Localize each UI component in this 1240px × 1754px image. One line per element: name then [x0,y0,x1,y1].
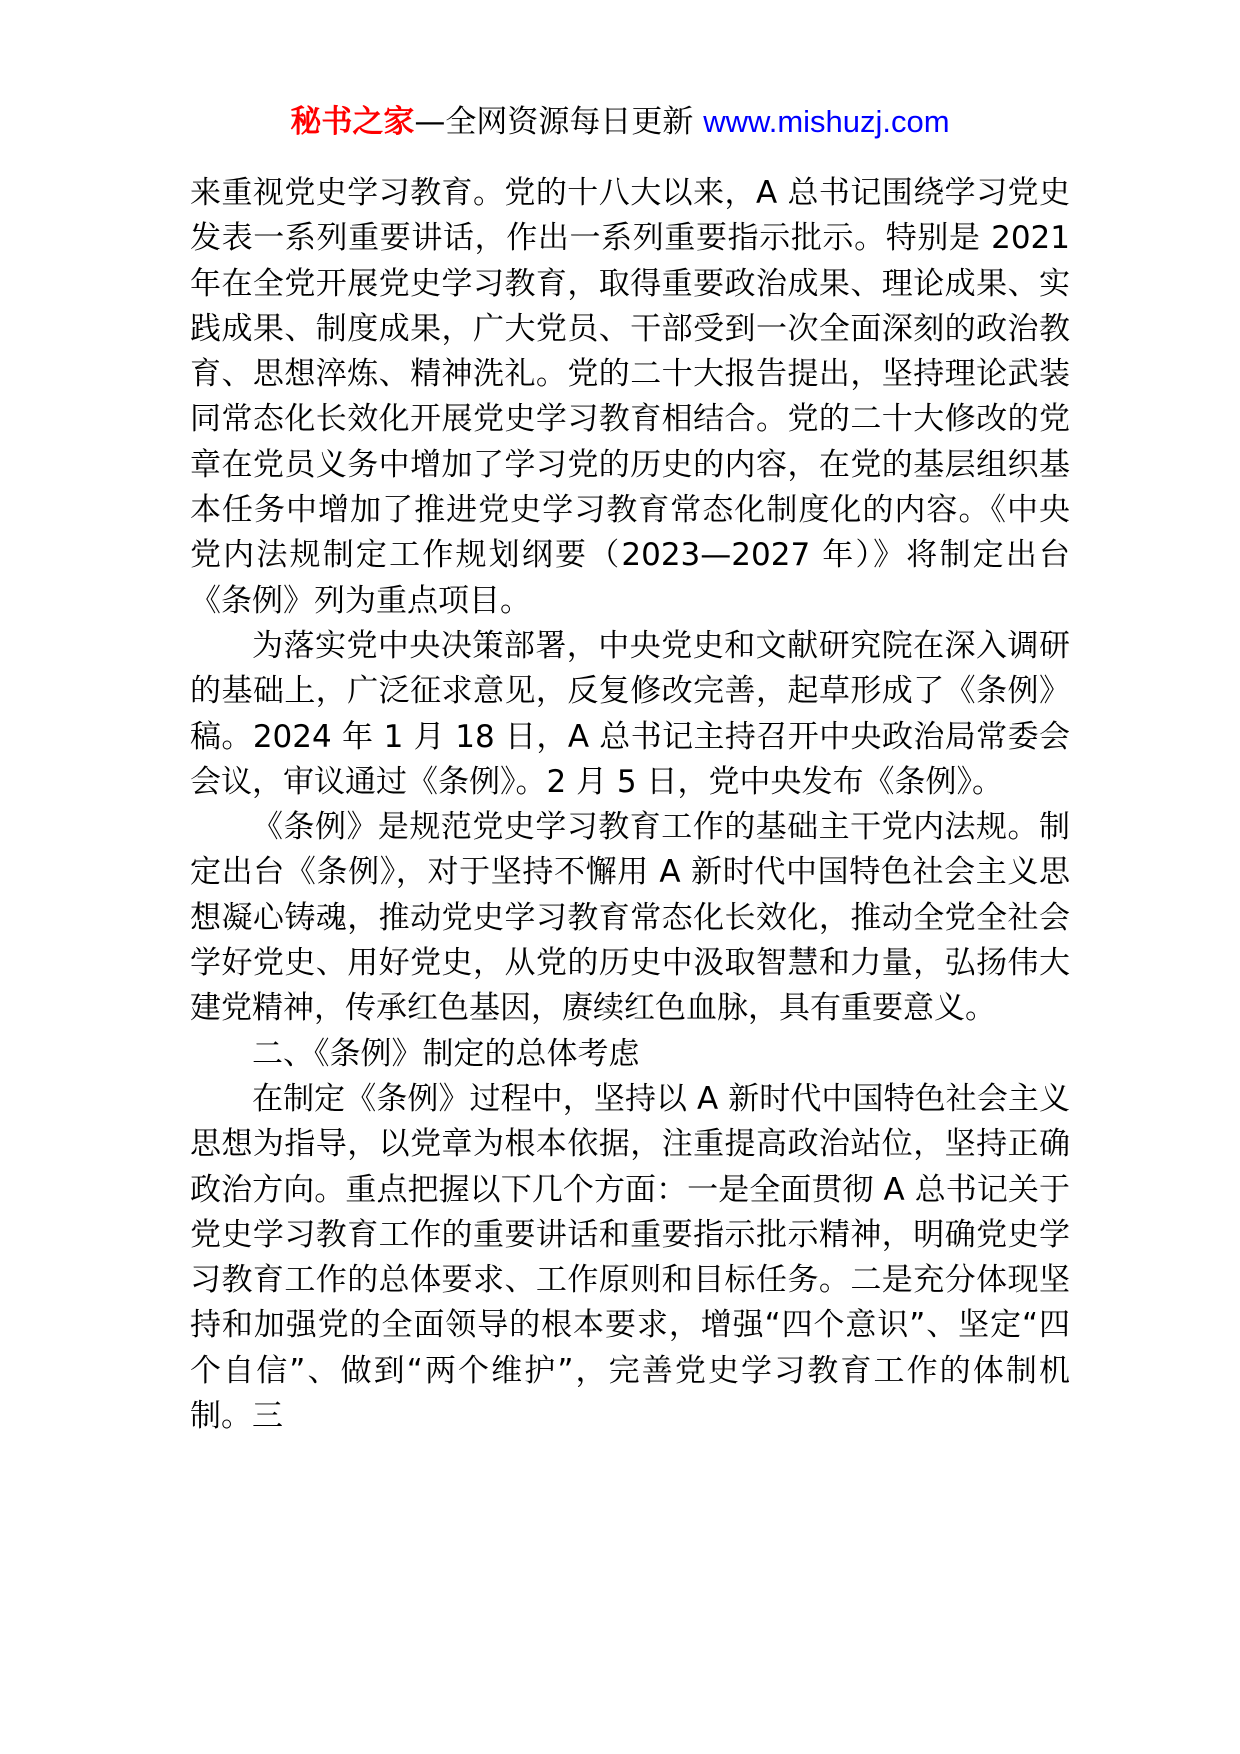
brand-name: 秘书之家 [290,104,415,140]
document-body [190,171,1070,1439]
paragraph-drafting-process: 为落实党中央决策部署，中央党史和文献研究院在深入调研的基础上，广泛征求意见，反复修改完善，起草形成了《条例》稿。2024 年 1 月 18 日，A 总书记主持召开中央政治局常委会会议，审议通过《条例》。2 月 5 日，党中央发布《条例》。 [190,627,1070,800]
paragraph-overall-considerations: 在制定《条例》过程中，坚持以 A 新时代中国特色社会主义思想为指导，以党章为根本依据，注重提高政治站位，坚持正确政治方向。重点把握以下几个方面：一是全面贯彻 A 总书记关于党史学习教育工作的重要讲话和重要指示批示精神，明确党史学习教育工作的总体要求、工作原则和目标任务。二是充分体现坚持和加强党的全面领导的根本要求，增强“四个意识”、坚定“四个自信”、做到“两个维护”，完善党史学习教育工作的体制机制。三 [190,1080,1070,1435]
header-tagline: —全网资源每日更新 [414,104,694,140]
paragraph-significance: 《条例》是规范党史学习教育工作的基础主干党内法规。制定出台《条例》，对于坚持不懈用 A 新时代中国特色社会主义思想凝心铸魂，推动党史学习教育常态化长效化，推动全党全社会学好党史、用好党史，从党的历史中汲取智慧和力量，弘扬伟大建党精神，传承红色基因，赓续红色血脉，具有重要意义。 [190,809,1070,1027]
section-heading-2: 二、《条例》制定的总体考虑 [252,1035,640,1072]
page-header [0,100,1240,144]
site-url-link[interactable]: www.mishuzj.com [703,104,950,139]
paragraph-continuation: 来重视党史学习教育。党的十八大以来，A 总书记围绕学习党史发表一系列重要讲话，作出一系列重要指示批示。特别是 2021 年在全党开展党史学习教育，取得重要政治成果、理论成果、实践成果、制度成果，广大党员、干部受到一次全面深刻的政治教育、思想淬炼、精神洗礼。党的二十大报告提出，坚持理论武装同常态化长效化开展党史学习教育相结合。党的二十大修改的党章在党员义务中增加了学习党的历史的内容，在党的基层组织基本任务中增加了推进党史学习教育常态化制度化的内容。《中央党内法规制定工作规划纲要（2023—2027 年）》将制定出台《条例》列为重点项目。 [190,175,1070,619]
